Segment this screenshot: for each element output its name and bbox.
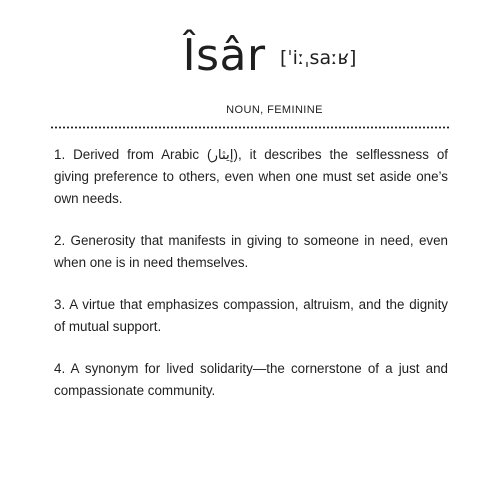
definition-item: 3. A virtue that emphasizes compassion, altruism, and the dignity of mutual support.: [54, 297, 448, 334]
dotted-divider: [50, 126, 449, 129]
headword: Îsâr: [182, 30, 266, 81]
definition-item: 2. Generosity that manifests in giving to someone in need, even when one is in need themselves.: [54, 233, 448, 270]
pronunciation: [ˈiːˌsaːʁ]: [280, 47, 357, 69]
definitions-list: [54, 144, 448, 422]
definition-item: 1. Derived from Arabic (إيثار), it describes the selflessness of giving preference to others, even when one must set aside one’s own needs.: [54, 147, 448, 206]
definition-item: 4. A synonym for lived solidarity—the cornerstone of a just and compassionate community.: [54, 361, 448, 398]
entry-header: [0, 30, 503, 81]
part-of-speech: NOUN, FEMININE: [226, 104, 323, 116]
